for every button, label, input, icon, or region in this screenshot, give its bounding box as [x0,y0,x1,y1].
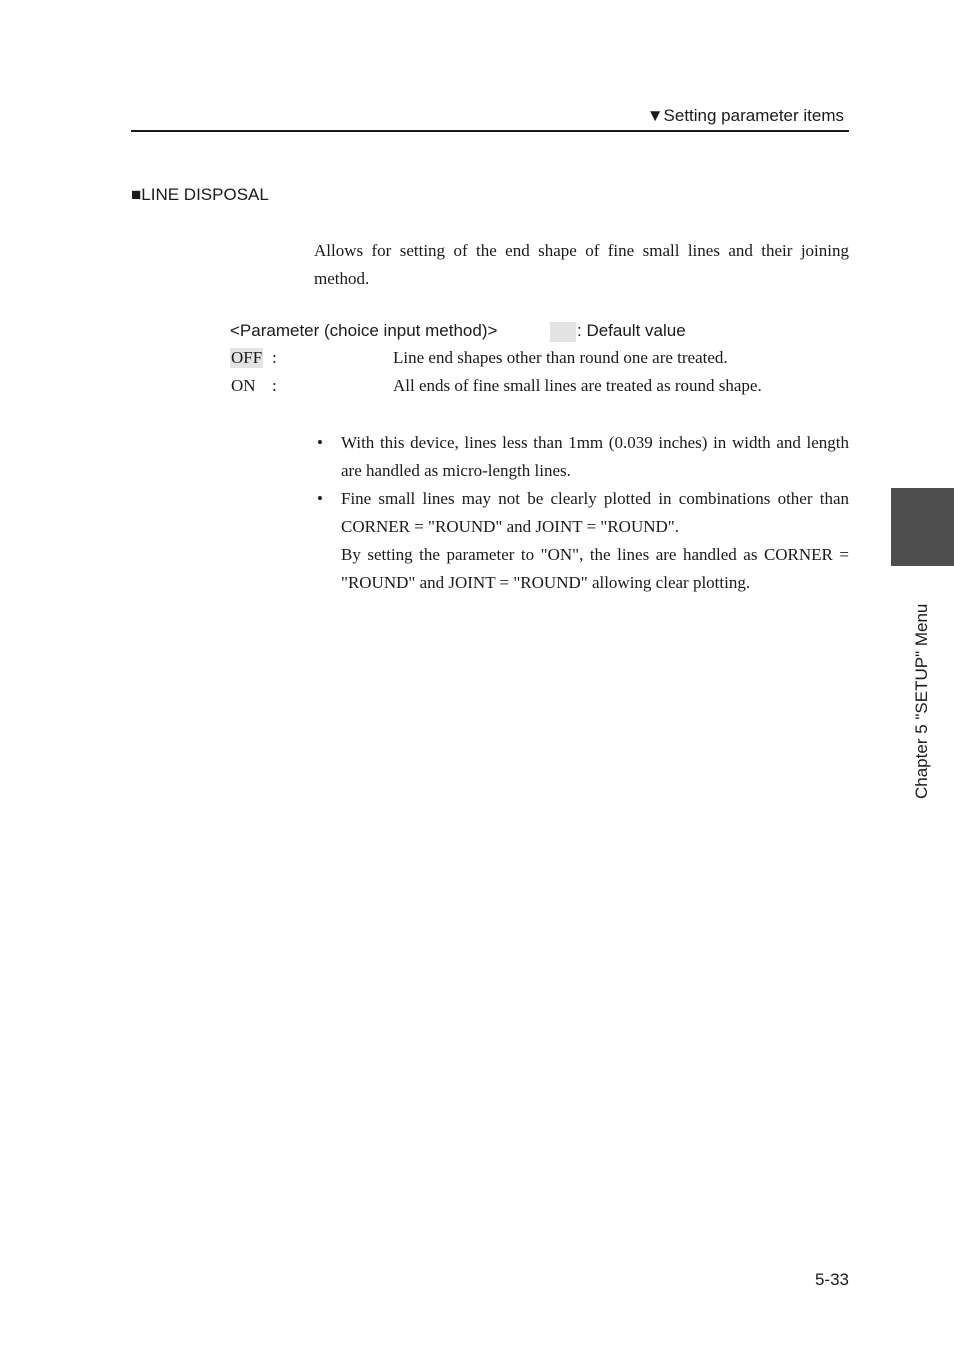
note-text: By setting the parameter to "ON", the lines are handled as CORNER = "ROUND" and JOINT = "ROUND" allowing clear plotting. [341,545,849,592]
note-text: With this device, lines less than 1mm (0.039 inches) in width and length are handled as micro-length lines. [341,433,849,480]
header-title: Setting parameter items [663,106,844,125]
default-value-label: : Default value [577,321,686,340]
parameter-heading: <Parameter (choice input method)> [230,321,498,340]
note-item [314,485,849,597]
running-header [647,106,844,126]
note-text: Fine small lines may not be clearly plotted in combinations other than CORNER = "ROUND" and JOINT = "ROUND". [341,489,849,536]
chapter-tab-marker [891,488,954,566]
option-description-off: Line end shapes other than round one are treated. [393,348,728,367]
section-heading [131,185,269,205]
section-title: LINE DISPOSAL [141,185,269,204]
option-name-off: OFF [231,348,263,367]
default-value-swatch [550,322,576,342]
triangle-down-icon: ▼ [646,106,664,125]
chapter-side-label: Chapter 5 "SETUP" Menu [912,603,931,799]
bullet-icon: • [317,489,323,508]
option-description-on: All ends of fine small lines are treated as round shape. [393,376,762,395]
option-name-on: ON [231,376,256,395]
square-bullet-icon: ■ [131,185,142,204]
intro-paragraph: Allows for setting of the end shape of fine small lines and their joining method. [314,241,849,288]
bullet-icon: • [317,433,323,452]
header-divider [131,130,849,132]
page-number: 5-33 [814,1270,849,1289]
option-colon: : [272,348,277,367]
notes-list [314,429,849,597]
option-colon: : [272,376,277,395]
note-item [314,429,849,485]
